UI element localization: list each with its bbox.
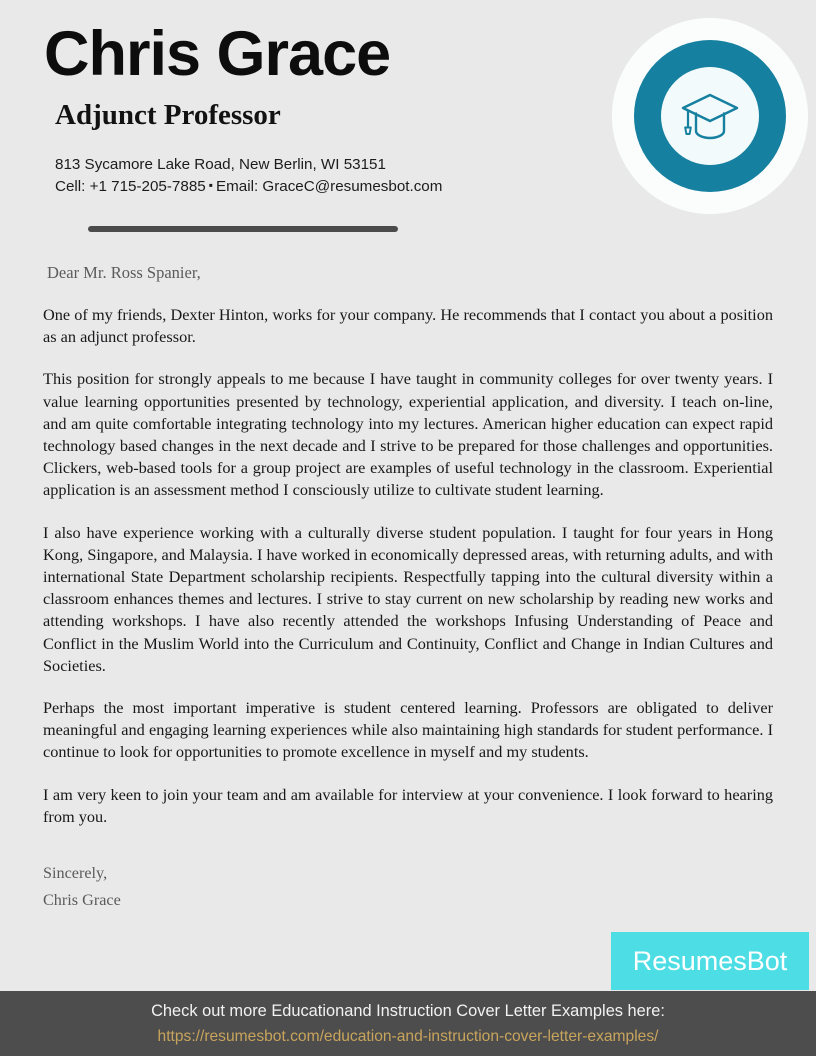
phone-value: Cell: +1 715-205-7885 xyxy=(55,178,206,195)
page-title: Chris Grace xyxy=(44,19,391,89)
bullet-separator-icon: ▪ xyxy=(208,178,213,192)
graduation-cap-icon xyxy=(679,89,741,143)
footer-link[interactable]: https://resumesbot.com/education-and-instruction-cover-letter-examples/ xyxy=(157,1028,659,1045)
phone-email-line xyxy=(55,176,442,198)
header-divider xyxy=(88,226,398,232)
job-title: Adjunct Professor xyxy=(55,99,281,131)
logo-badge xyxy=(612,18,808,214)
signature-name: Chris Grace xyxy=(43,891,121,910)
resumesbot-badge[interactable] xyxy=(611,932,809,990)
address-line: 813 Sycamore Lake Road, New Berlin, WI 53151 xyxy=(55,156,386,173)
letter-body xyxy=(43,262,773,914)
footer-text: Check out more Educationand Instruction Cover Letter Examples here: xyxy=(151,1002,665,1020)
letter-paragraph: Perhaps the most important imperative is student centered learning. Professors are obligated to deliver meaningful and engaging learning experiences while also maintaining high standards for student performance. I continue to look for opportunities to promote excellence in myself and my students. xyxy=(43,698,773,762)
salutation: Dear Mr. Ross Spanier, xyxy=(47,263,201,282)
letter-paragraph: This position for strongly appeals to me because I have taught in community colleges for over twenty years. I value learning opportunities presented by technology, experiential application, and diversity. I teach on-line, and am quite comfortable integrating technology into my lectures. American higher education can expect rapid technology based changes in the next decade and I strive to be prepared for those challenges and opportunities. Clickers, web-based tools for a group project are examples of useful technology in the classroom. Experiential application is an assessment method I consciously utilize to cultivate student learning. xyxy=(43,369,773,500)
email-value: Email: GraceC@resumesbot.com xyxy=(215,178,443,195)
letter-paragraph: I also have experience working with a culturally diverse student population. I taught for four years in Hong Kong, Singapore, and Malaysia. I have worked in economically depressed areas, with returning adults, and with international State Department scholarship recipients. Respectfully tapping into the cultural diversity within a classroom enhances themes and lectures. I strive to stay current on new scholarship by reading new works and attending workshops. I have also recently attended the workshops Infusing Understanding of Peace and Conflict in the Muslim World into the Curriculum and Continuity, Conflict and Change in Indian Cultures and Societies. xyxy=(43,522,773,675)
letter-paragraph: One of my friends, Dexter Hinton, works for your company. He recommends that I contact you about a position as an adjunct professor. xyxy=(43,305,773,347)
letter-paragraph: I am very keen to join your team and am available for interview at your convenience. I look forward to hearing from you. xyxy=(43,784,773,826)
closing-line: Sincerely, xyxy=(43,864,108,883)
signature-block xyxy=(43,860,773,914)
page-footer xyxy=(0,991,816,1056)
contact-details xyxy=(55,154,442,198)
resumesbot-badge-label: ResumesBot xyxy=(632,945,788,976)
logo-inner-circle xyxy=(661,67,759,165)
document-header xyxy=(0,0,816,240)
